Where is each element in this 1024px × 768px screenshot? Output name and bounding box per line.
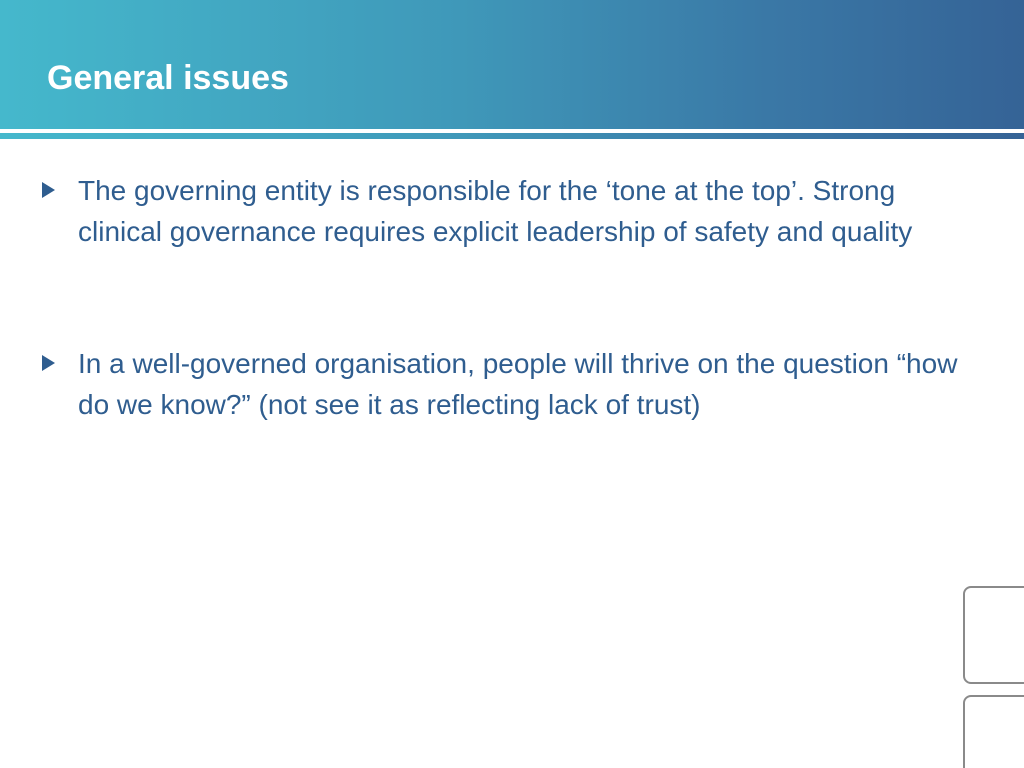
slide-title: General issues bbox=[47, 59, 289, 97]
bullet-list bbox=[38, 170, 958, 425]
triangle-right-icon bbox=[42, 182, 55, 198]
bullet-text: The governing entity is responsible for the ‘tone at the top’. Strong clinical governance requires explicit leadership of safety and quality bbox=[78, 175, 913, 247]
header-divider-line bbox=[0, 133, 1024, 139]
bullet-item bbox=[38, 170, 958, 252]
bullet-text: In a well-governed organisation, people will thrive on the question “how do we know?” (not see it as reflecting lack of trust) bbox=[78, 348, 958, 420]
triangle-right-icon bbox=[42, 355, 55, 371]
bullet-item bbox=[38, 343, 958, 425]
decorative-frame-top bbox=[963, 586, 1024, 684]
decorative-frame-bottom bbox=[963, 695, 1024, 768]
